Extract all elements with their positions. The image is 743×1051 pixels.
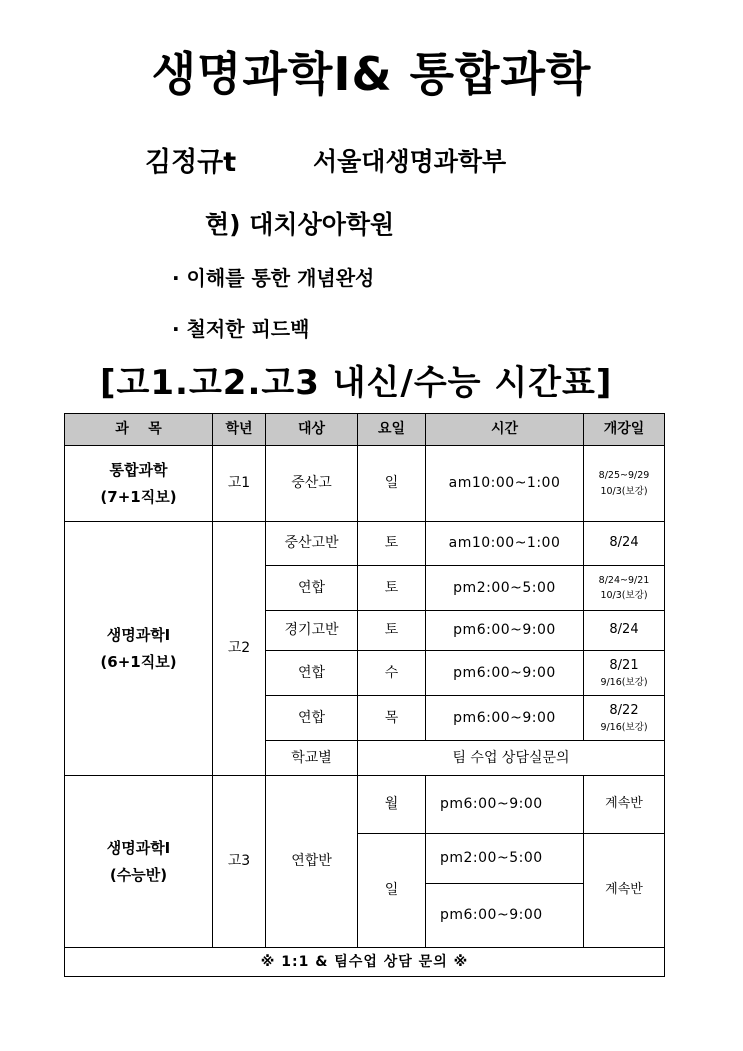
- day-cell: 월: [358, 776, 426, 834]
- day-cell: 토: [358, 522, 426, 566]
- day-cell: 목: [358, 696, 426, 741]
- start-date-cell: [584, 696, 665, 741]
- day-cell: 토: [358, 611, 426, 651]
- start-date-cell: [584, 651, 665, 696]
- start-date-cell: 계속반: [584, 834, 665, 948]
- start-date-note: 9/16(보강): [600, 676, 648, 688]
- header-subject: 과 목: [65, 414, 213, 446]
- start-date-note: 10/3(보강): [600, 485, 648, 497]
- subject-name: 생명과학Ⅰ: [106, 625, 171, 644]
- subject-note: (수능반): [109, 865, 168, 884]
- start-date-cell: 8/24: [584, 522, 665, 566]
- start-date-note: 9/16(보강): [600, 721, 648, 733]
- schedule-title: [고1.고2.고3 내신/수능 시간표]: [100, 363, 613, 403]
- subject-cell: [65, 776, 213, 948]
- start-date-cell: 8/24: [584, 611, 665, 651]
- current-academy: 현) 대치상아학원: [205, 210, 395, 239]
- day-cell: 수: [358, 651, 426, 696]
- feature-bullet: · 철저한 피드백: [172, 317, 310, 341]
- time-cell: am10:00~1:00: [426, 522, 584, 566]
- time-cell: pm6:00~9:00: [426, 776, 584, 834]
- subject-cell: [65, 522, 213, 776]
- time-cell: pm6:00~9:00: [426, 651, 584, 696]
- target-cell: 중산고반: [266, 522, 358, 566]
- time-cell: am10:00~1:00: [426, 446, 584, 522]
- target-cell: 연합반: [266, 776, 358, 948]
- consultation-note: ※ 1:1 & 팀수업 상담 문의 ※: [65, 948, 665, 977]
- header-start-date: 개강일: [584, 414, 665, 446]
- target-cell: 경기고반: [266, 611, 358, 651]
- grade-cell: 고1: [213, 446, 266, 522]
- target-cell: 연합: [266, 566, 358, 611]
- table-row: [65, 776, 665, 834]
- time-cell: pm6:00~9:00: [426, 611, 584, 651]
- table-row: [65, 446, 665, 522]
- time-cell: pm2:00~5:00: [426, 566, 584, 611]
- subject-cell: [65, 446, 213, 522]
- schedule-table: [64, 413, 665, 977]
- day-cell: 일: [358, 834, 426, 948]
- grade-cell: 고3: [213, 776, 266, 948]
- start-date-note: 10/3(보강): [600, 590, 648, 601]
- target-cell: 연합: [266, 696, 358, 741]
- time-cell: pm6:00~9:00: [426, 696, 584, 741]
- start-date-cell: [584, 566, 665, 611]
- start-date-cell: 계속반: [584, 776, 665, 834]
- table-header-row: [65, 414, 665, 446]
- team-class-note: 팀 수업 상담실문의: [358, 741, 665, 776]
- header-time: 시간: [426, 414, 584, 446]
- header-target: 대상: [266, 414, 358, 446]
- subject-note: (6+1직보): [100, 652, 177, 671]
- target-cell: 중산고: [266, 446, 358, 522]
- time-cell: pm6:00~9:00: [426, 884, 584, 948]
- subject-name: 생명과학Ⅰ: [106, 838, 171, 857]
- day-cell: 토: [358, 566, 426, 611]
- day-cell: 일: [358, 446, 426, 522]
- subject-name: 통합과학: [109, 460, 168, 479]
- teacher-school: 서울대생명과학부: [313, 147, 507, 176]
- target-cell: 학교별: [266, 741, 358, 776]
- teacher-name: 김정규t: [145, 147, 237, 178]
- grade-cell: 고2: [213, 522, 266, 776]
- subject-note: (7+1직보): [100, 487, 177, 506]
- start-date: 8/25~9/29: [598, 470, 650, 482]
- table-row: [65, 522, 665, 566]
- table-footer-row: [65, 948, 665, 977]
- start-date: 8/24~9/21: [598, 574, 650, 586]
- target-cell: 연합: [266, 651, 358, 696]
- start-date: 8/22: [609, 702, 639, 718]
- page-title: 생명과학Ⅰ& 통합과학: [151, 47, 592, 101]
- feature-bullet: · 이해를 통한 개념완성: [172, 266, 375, 290]
- start-date-cell: [584, 446, 665, 522]
- header-grade: 학년: [213, 414, 266, 446]
- start-date: 8/21: [609, 657, 639, 673]
- header-day: 요일: [358, 414, 426, 446]
- time-cell: pm2:00~5:00: [426, 834, 584, 884]
